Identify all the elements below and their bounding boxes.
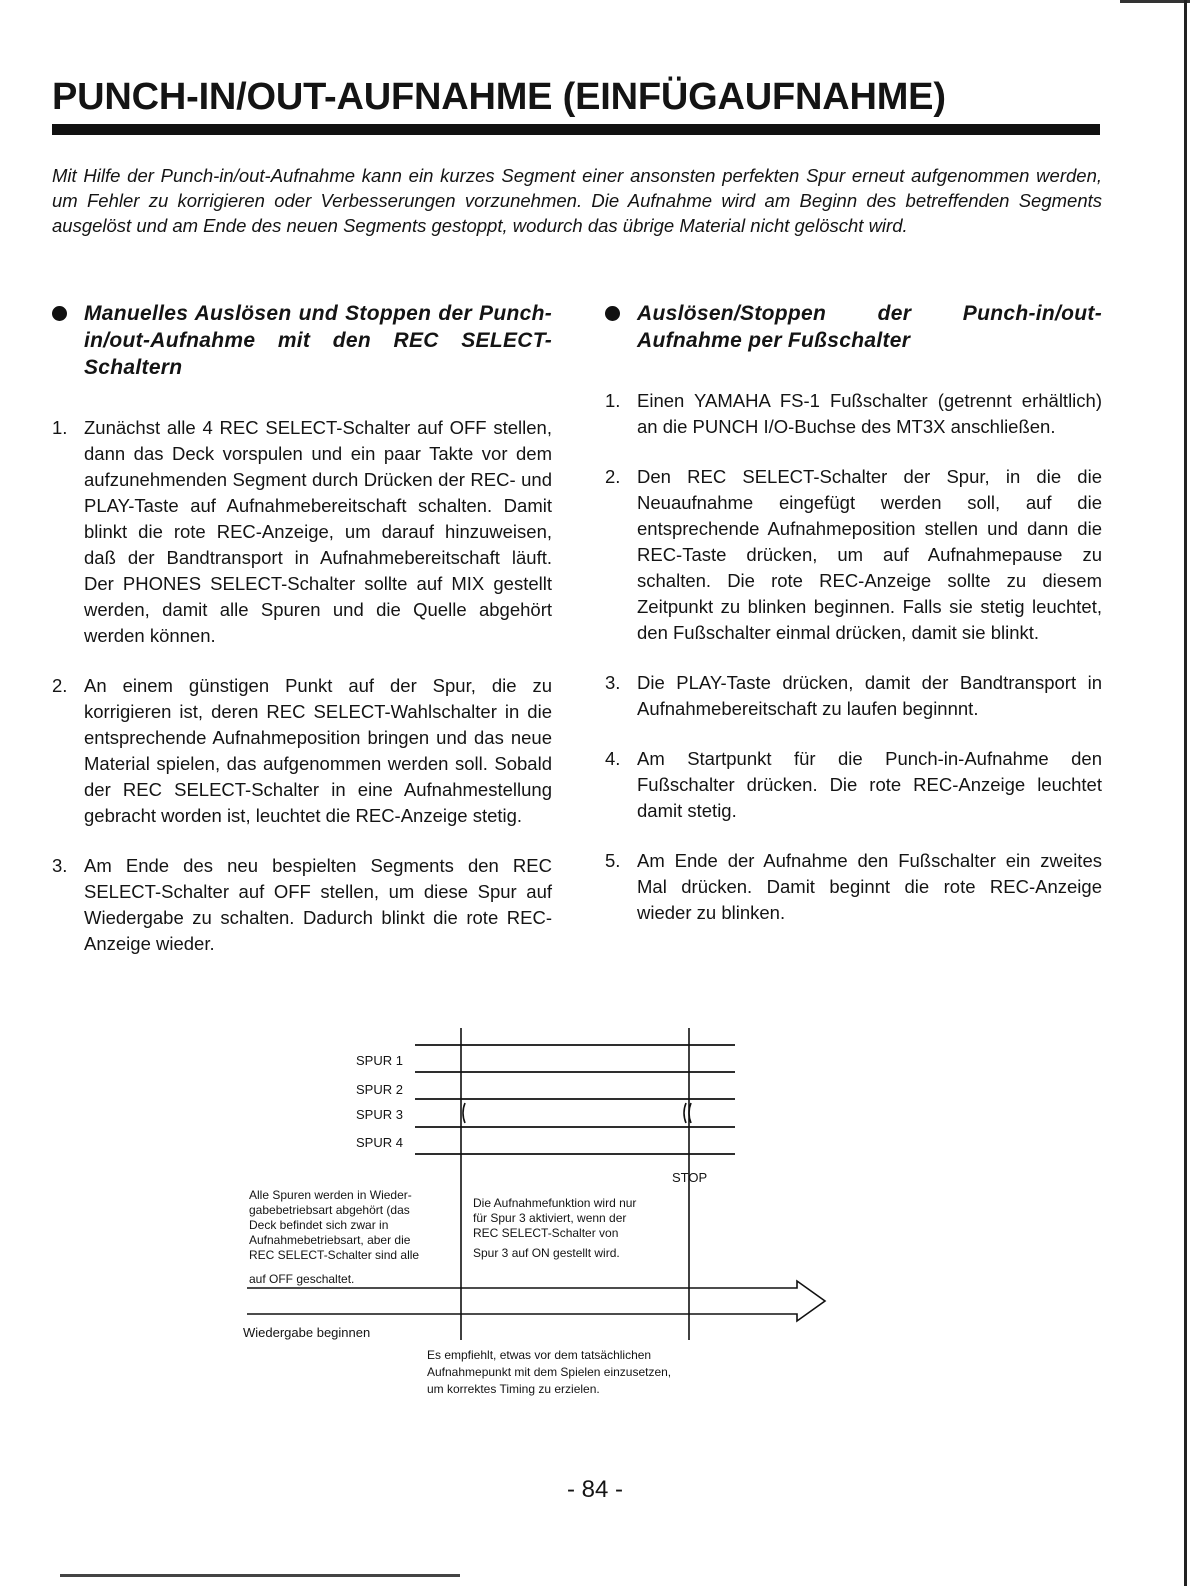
step-number: 3.: [52, 855, 68, 876]
note-line: um korrektes Timing zu erzielen.: [427, 1382, 600, 1396]
step-text: An einem günstigen Punkt auf der Spur, die zu korrigieren ist, deren REC SELECT-Wahlschalter in die entsprechende Aufnahmeposition bringen und das neue Material spielen, das aufgenommen werden soll. Sobald der REC SELECT-Schalter in eine Aufnahmestellung gebracht worden ist, leuchtet die REC-Anzeige stetig.: [84, 675, 552, 826]
scan-smudge: [60, 1574, 460, 1577]
note-line: REC SELECT-Schalter von: [473, 1226, 619, 1240]
step-text: Die PLAY-Taste drücken, damit der Bandtransport in Aufnahmebereitschaft zu laufen beginnnt.: [637, 672, 1102, 719]
step-number: 1.: [52, 417, 68, 438]
transport-arrow: [247, 1281, 825, 1321]
step-number: 4.: [605, 748, 621, 769]
step-number: 2.: [52, 675, 68, 696]
page-title: PUNCH-IN/OUT-AUFNAHME (EINFÜGAUFNAHME): [52, 76, 946, 118]
track-label: SPUR 2: [356, 1082, 403, 1097]
page-number: - 84 -: [566, 1476, 623, 1503]
step-text: Einen YAMAHA FS-1 Fußschalter (getrennt erhältlich) an die PUNCH I/O-Buchse des MT3X anschließen.: [637, 390, 1102, 437]
step-text: Den REC SELECT-Schalter der Spur, in die die Neuaufnahme eingefügt werden soll, auf die entsprechende Aufnahmeposition stellen und dann die REC-Taste drücken, um auf Aufnahmepause zu schalten. Die rote REC-Anzeige sollte zu diesem Zeitpunkt zu blinken beginnen. Falls sie stetig leuchtet, den Fußschalter einmal drücken, damit sie blinkt.: [637, 466, 1102, 643]
track-label: SPUR 3: [356, 1107, 403, 1122]
note-line: Es empfiehlt, etwas vor dem tatsächlichen: [427, 1348, 652, 1362]
note-line: Die Aufnahmefunktion wird nur: [473, 1196, 637, 1210]
note-line: gabebetriebsart abgehört (das: [249, 1203, 410, 1217]
section-heading-text: Auslösen/Stoppen der Punch-in/out-Aufnahme per Fußschalter: [637, 302, 1102, 352]
note-all-tracks: [249, 1188, 419, 1286]
note-line: auf OFF geschaltet.: [249, 1272, 355, 1286]
note-line: Aufnahmepunkt mit dem Spielen einzusetzen,: [427, 1365, 672, 1379]
note-line: Alle Spuren werden in Wieder-: [249, 1188, 412, 1202]
punch-out-bracket: [684, 1103, 691, 1123]
note-record: [473, 1196, 636, 1260]
step-text: Am Startpunkt für die Punch-in-Aufnahme den Fußschalter drücken. Die rote REC-Anzeige leuchtet damit stetig.: [637, 748, 1102, 821]
note-line: für Spur 3 aktiviert, wenn der: [473, 1211, 627, 1225]
punch-in-bracket: [463, 1103, 465, 1123]
section-heading-text: Manuelles Auslösen und Stoppen der Punch-in/out-Aufnahme mit den REC SELECT-Schaltern: [84, 302, 552, 379]
track-label: SPUR 1: [356, 1053, 403, 1068]
stop-label: STOP: [672, 1170, 708, 1185]
step-number: 1.: [605, 390, 621, 411]
step-text: Zunächst alle 4 REC SELECT-Schalter auf OFF stellen, dann das Deck vorspulen und ein paar Takte vor dem aufzunehmenden Segment durch Drücken der REC- und PLAY-Taste auf Aufnahmebereitschaft schalten. Damit blinkt die rote REC-Anzeige, um darauf hinzuweisen, daß der Bandtransport in Aufnahmebereitschaft läuft. Der PHONES SELECT-Schalter sollte auf MIX gestellt werden, damit alle Spuren und die Quelle abgehört werden können.: [84, 417, 552, 646]
note-timing: [427, 1348, 671, 1396]
step-text: Am Ende der Aufnahme den Fußschalter ein zweites Mal drücken. Damit beginnt die rote REC-Anzeige wieder zu blinken.: [637, 850, 1102, 923]
intro-paragraph: Mit Hilfe der Punch-in/out-Aufnahme kann ein kurzes Segment einer ansonsten perfekten Spur erneut aufgenommen werden, um Fehler zu korrigieren oder Verbesserungen vorzunehmen. Die Aufnahme wird am Beginn des betreffenden Segments ausgelöst und am Ende des neuen Segments gestoppt, wodurch das übrige Material nicht gelöscht wird.: [52, 165, 1102, 236]
play-start-label: Wiedergabe beginnen: [243, 1325, 371, 1340]
step-text: Am Ende des neu bespielten Segments den REC SELECT-Schalter auf OFF stellen, um diese Spur auf Wiedergabe zu schalten. Dadurch blinkt die rote REC-Anzeige wieder.: [84, 855, 552, 954]
note-line: Deck befindet sich zwar in: [249, 1218, 389, 1232]
step-number: 2.: [605, 466, 621, 487]
step-number: 3.: [605, 672, 621, 693]
note-line: REC SELECT-Schalter sind alle: [249, 1248, 420, 1262]
note-line: Aufnahmebetriebsart, aber die: [249, 1233, 411, 1247]
step-number: 5.: [605, 850, 621, 871]
track-label: SPUR 4: [356, 1135, 403, 1150]
note-line: Spur 3 auf ON gestellt wird.: [473, 1246, 620, 1260]
